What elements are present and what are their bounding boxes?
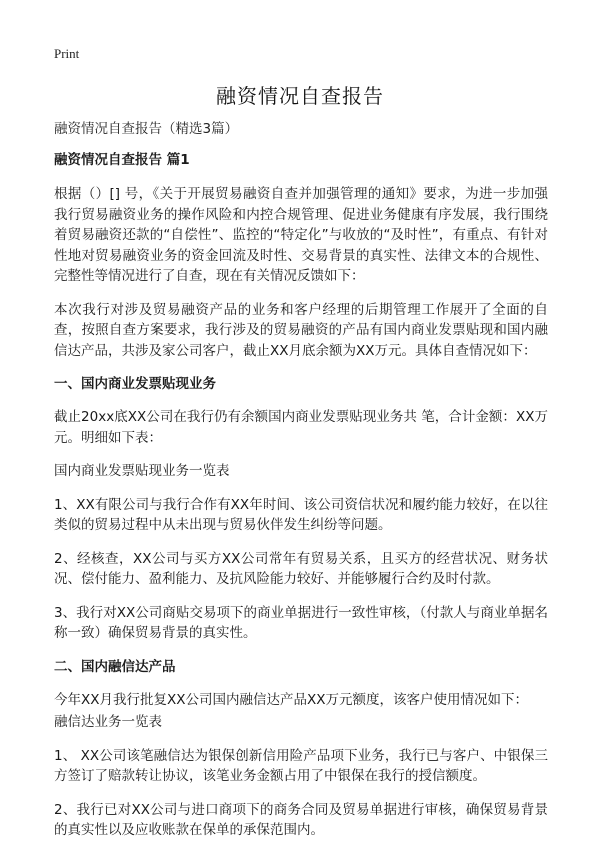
section1-paragraph: 2、经核查，XX公司与买方XX公司常年有贸易关系，且买方的经营状况、财务状况、偿付能力、盈利能力、及抗风险能力较好、并能够履行合约及时付款。 [54, 550, 548, 587]
section1-paragraph: 3、我行对XX公司商贴交易项下的商业单据进行一致性审核，（付款人与商业单据名称一致）确保贸易背景的真实性。 [54, 604, 548, 641]
table-caption: 国内商业发票贴现业务一览表 [54, 463, 230, 479]
document-body [54, 150, 548, 854]
intro-paragraph: 本次我行对涉及贸易融资产品的业务和客户经理的后期管理工作展开了全面的自查，按照自查方案要求，我行涉及的贸易融资的产品有国内商业发票贴现和国内融信达产品，共涉及家公司客户，截止XX月底余额为XX万元。具体自查情况如下： [54, 301, 548, 359]
section-heading-invoice-discount: 一、国内商业发票贴现业务 [54, 376, 216, 392]
section2-paragraph: 2、我行已对XX公司与进口商项下的商务合同及贸易单据进行审核，确保贸易背景的真实性以及应收账款在保单的承保范围内。 [54, 801, 548, 838]
chapter-heading: 融资情况自查报告 篇1 [54, 152, 190, 168]
section-heading-rongxinda: 二、国内融信达产品 [54, 658, 176, 675]
section2-paragraph: 今年XX月我行批复XX公司国内融信达产品XX万元额度，该客户使用情况如下： [54, 691, 528, 708]
table-caption: 融信达业务一览表 [54, 714, 162, 730]
section2-paragraph: 1、 XX公司该笔融信达为银保创新信用险产品项下业务，我行已与客户、中银保三方签订了赔款转让协议，该笔业务金额占用了中银保在我行的授信额度。 [54, 747, 548, 784]
print-label: Print [54, 46, 80, 61]
intro-paragraph: 根据（）[] 号，《关于开展贸易融资自查并加强管理的通知》要求，为进一步加强我行贸易融资业务的操作风险和内控合规管理、促进业务健康有序发展，我行围绕着贸易融资还款的“自偿性”、监控的“特定化”与收放的“及时性”，有重点、有针对性地对贸易融资业务的资金回流及时性、交易背景的真实性、法律文本的合规性、完整性等情况进行了自查，现在有关情况反馈如下： [54, 186, 548, 284]
section1-paragraph: 1、XX有限公司与我行合作有XX年时间、该公司资信状况和履约能力较好，在以往类似的贸易过程中从未出现与贸易伙伴发生纠纷等问题。 [54, 496, 548, 533]
document-subtitle: 融资情况自查报告（精选3篇） [54, 121, 239, 137]
document-title: 融资情况自查报告 [216, 84, 384, 108]
section1-paragraph: 截止20xx底XX公司在我行仍有余额国内商业发票贴现业务共 笔，合计金额：XX万元。明细如下表： [54, 409, 548, 446]
